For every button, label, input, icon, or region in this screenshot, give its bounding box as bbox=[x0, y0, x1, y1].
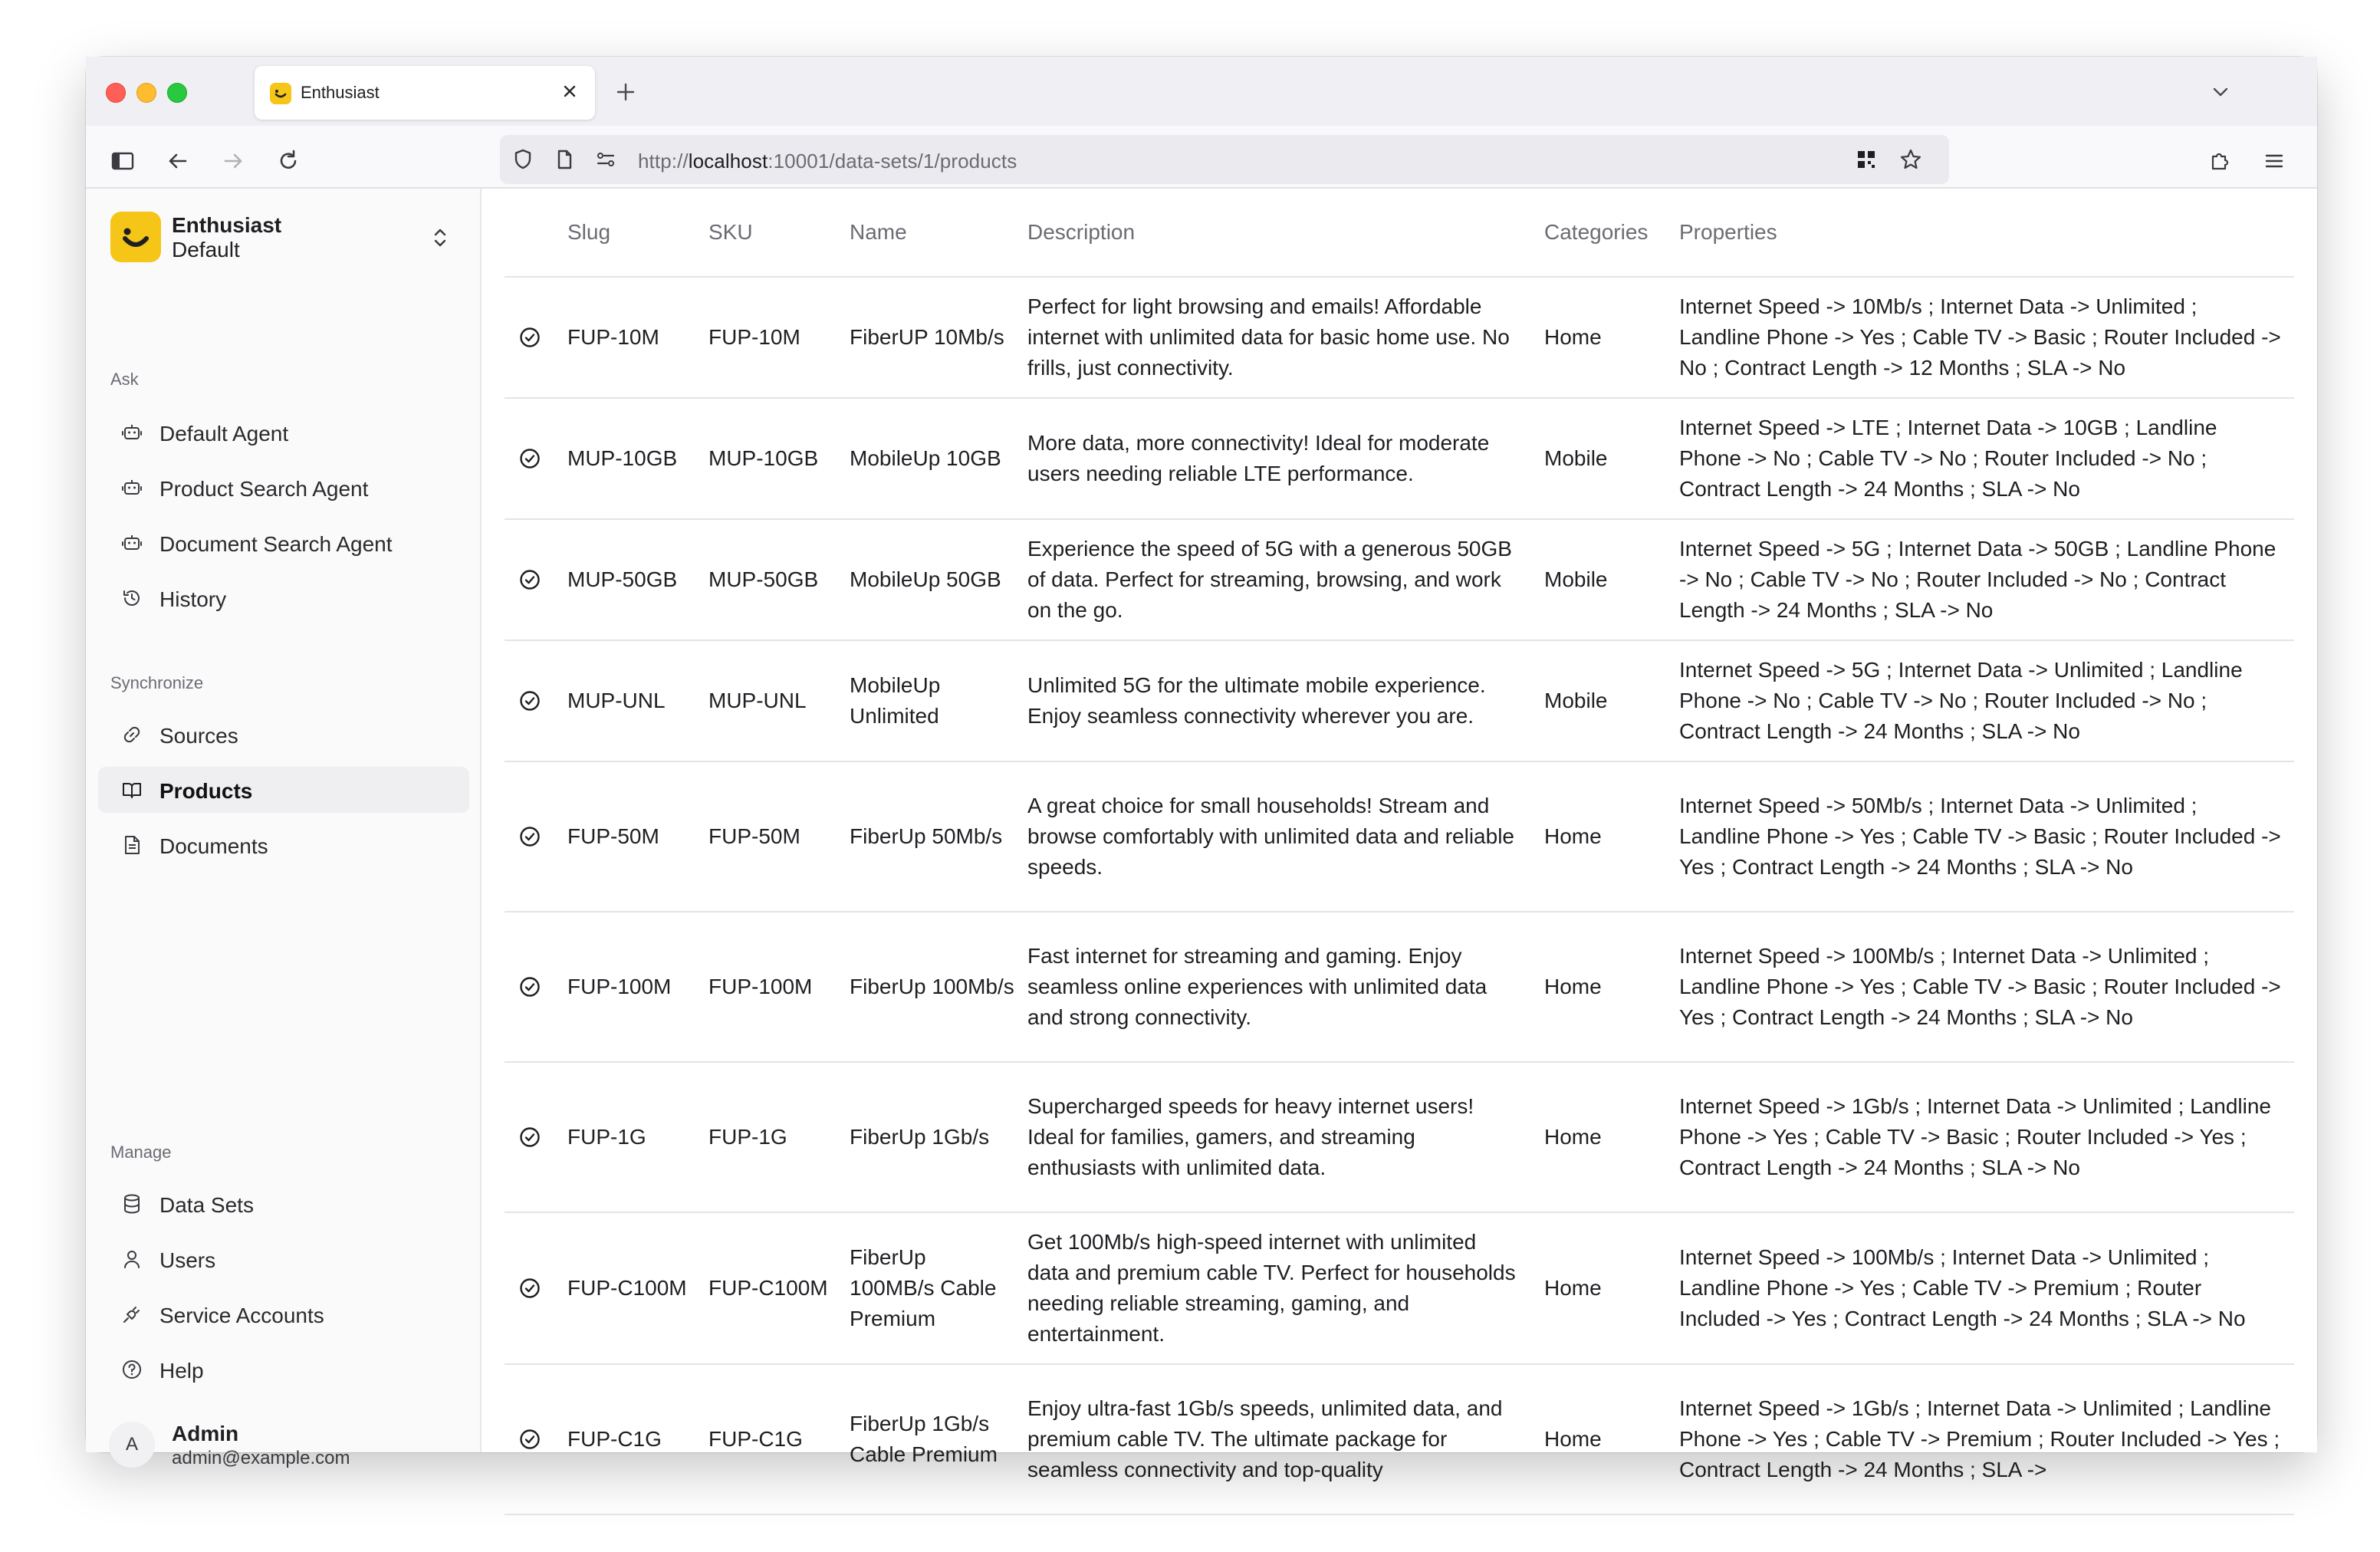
table-header-row bbox=[505, 189, 2294, 277]
sidebar-item-label: Sources bbox=[159, 724, 238, 748]
section-label-ask: Ask bbox=[110, 370, 139, 389]
cell-description: A great choice for small households! Stream and browse comfortably with unlimited data and reliable speeds. bbox=[1015, 761, 1532, 912]
cell-sku: MUP-10GB bbox=[696, 398, 837, 519]
column-header-select bbox=[505, 189, 555, 277]
cell-slug: FUP-C100M bbox=[555, 1212, 696, 1364]
cell-slug: FUP-50M bbox=[555, 761, 696, 912]
column-header-name[interactable]: Name bbox=[837, 189, 1015, 277]
avatar[interactable]: A bbox=[109, 1422, 155, 1468]
column-header-slug[interactable]: Slug bbox=[555, 189, 696, 277]
sidebar-item-label: Documents bbox=[159, 834, 268, 858]
cell-description: Supercharged speeds for heavy internet users! Ideal for families, gamers, and streaming enthusiasts with unlimited data. bbox=[1015, 1062, 1532, 1212]
sidebar-item-label: Data Sets bbox=[159, 1193, 254, 1217]
address-bar[interactable] bbox=[500, 135, 1949, 184]
help-icon bbox=[121, 1359, 143, 1380]
sidebar-item-sources[interactable] bbox=[98, 712, 469, 758]
new-tab-icon[interactable] bbox=[610, 77, 641, 107]
cell-slug: MUP-50GB bbox=[555, 519, 696, 640]
cell-name: FiberUp 50Mb/s bbox=[837, 761, 1015, 912]
org-name: Enthusiast bbox=[172, 213, 282, 237]
cell-sku: FUP-100M bbox=[696, 912, 837, 1062]
cell-properties: Internet Speed -> LTE ; Internet Data -> 10GB ; Landline Phone -> No ; Cable TV -> No ; Router Included -> No ; Contract Length -> 24 Months ; SLA -> No bbox=[1667, 398, 2294, 519]
sidebar-item-document-search-agent[interactable] bbox=[98, 520, 469, 566]
cell-category: Mobile bbox=[1532, 398, 1667, 519]
cell-description: Enjoy ultra-fast 1Gb/s speeds, unlimited data, and premium cable TV. The ultimate package for seamless connectivity and top-quality bbox=[1015, 1364, 1532, 1514]
extensions-icon[interactable] bbox=[2202, 144, 2236, 178]
bot-icon bbox=[121, 477, 143, 498]
products-panel bbox=[482, 189, 2317, 1481]
table-row[interactable] bbox=[505, 1212, 2294, 1364]
sidebar-item-label: Users bbox=[159, 1248, 216, 1272]
column-header-sku[interactable]: SKU bbox=[696, 189, 837, 277]
sidebar-item-service-accounts[interactable] bbox=[98, 1291, 469, 1337]
qr-code-icon[interactable] bbox=[1849, 143, 1883, 176]
close-window-button[interactable] bbox=[106, 83, 126, 103]
checked-icon[interactable] bbox=[505, 277, 555, 398]
cell-category: Home bbox=[1532, 1212, 1667, 1364]
chevron-down-icon[interactable] bbox=[2205, 77, 2236, 107]
checked-icon[interactable] bbox=[505, 1212, 555, 1364]
bot-icon bbox=[121, 422, 143, 443]
sidebar-item-data-sets[interactable] bbox=[98, 1181, 469, 1227]
user-icon bbox=[121, 1248, 143, 1270]
cell-name: FiberUp 1Gb/s bbox=[837, 1062, 1015, 1212]
cell-category: Home bbox=[1532, 1062, 1667, 1212]
forward-arrow-icon[interactable] bbox=[216, 144, 250, 178]
browser-tab[interactable] bbox=[255, 66, 595, 120]
section-label-manage: Manage bbox=[110, 1143, 172, 1162]
cell-category: Home bbox=[1532, 277, 1667, 398]
menu-icon[interactable] bbox=[2257, 144, 2291, 178]
cell-category: Home bbox=[1532, 1364, 1667, 1514]
cell-sku: MUP-UNL bbox=[696, 640, 837, 761]
cell-description: Get 100Mb/s high-speed internet with unlimited data and premium cable TV. Perfect for households needing reliable streaming, gaming, and entertainment. bbox=[1015, 1212, 1532, 1364]
sidebar-item-label: Service Accounts bbox=[159, 1304, 324, 1327]
products-table bbox=[505, 189, 2294, 1515]
table-row[interactable] bbox=[505, 640, 2294, 761]
sidebar-item-default-agent[interactable] bbox=[98, 409, 469, 455]
sidebar-item-label: Help bbox=[159, 1359, 204, 1383]
cell-description: Experience the speed of 5G with a generous 50GB of data. Perfect for streaming, browsing, and work on the go. bbox=[1015, 519, 1532, 640]
database-icon bbox=[121, 1193, 143, 1215]
checked-icon[interactable] bbox=[505, 761, 555, 912]
cell-properties: Internet Speed -> 100Mb/s ; Internet Data -> Unlimited ; Landline Phone -> Yes ; Cable TV -> Premium ; Router Included -> Yes ; Contract Length -> 24 Months ; SLA -> No bbox=[1667, 1212, 2294, 1364]
table-row[interactable] bbox=[505, 398, 2294, 519]
close-tab-icon[interactable] bbox=[557, 78, 583, 104]
permissions-icon[interactable] bbox=[589, 143, 623, 176]
table-body bbox=[505, 277, 2294, 1514]
checked-icon[interactable] bbox=[505, 640, 555, 761]
minimize-window-button[interactable] bbox=[136, 83, 156, 103]
cell-slug: FUP-100M bbox=[555, 912, 696, 1062]
cell-slug: MUP-UNL bbox=[555, 640, 696, 761]
url-text[interactable]: http://localhost:10001/data-sets/1/products bbox=[638, 150, 1017, 173]
sidebar-toggle-icon[interactable] bbox=[106, 144, 140, 178]
checked-icon[interactable] bbox=[505, 912, 555, 1062]
chevron-up-down-icon[interactable] bbox=[425, 222, 455, 253]
cell-category: Mobile bbox=[1532, 640, 1667, 761]
checked-icon[interactable] bbox=[505, 519, 555, 640]
app-sidebar bbox=[86, 189, 482, 1468]
cell-name: FiberUp 1Gb/s Cable Premium bbox=[837, 1364, 1015, 1514]
cell-properties: Internet Speed -> 1Gb/s ; Internet Data -> Unlimited ; Landline Phone -> Yes ; Cable TV -> Premium ; Router Included -> Yes ; Contract Length -> 24 Months ; SLA -> bbox=[1667, 1364, 2294, 1514]
page-info-icon[interactable] bbox=[547, 143, 581, 176]
table-row[interactable] bbox=[505, 761, 2294, 912]
cell-sku: FUP-1G bbox=[696, 1062, 837, 1212]
sidebar-item-product-search-agent[interactable] bbox=[98, 465, 469, 511]
sidebar-item-products[interactable] bbox=[98, 767, 469, 813]
app-favicon-icon bbox=[270, 83, 291, 104]
cell-sku: FUP-10M bbox=[696, 277, 837, 398]
cell-name: FiberUp 100MB/s Cable Premium bbox=[837, 1212, 1015, 1364]
book-icon bbox=[121, 779, 143, 801]
cell-sku: FUP-50M bbox=[696, 761, 837, 912]
cell-category: Mobile bbox=[1532, 519, 1667, 640]
table-row[interactable] bbox=[505, 519, 2294, 640]
tab-strip bbox=[86, 57, 2317, 126]
cell-slug: MUP-10GB bbox=[555, 398, 696, 519]
cell-name: FiberUp 100Mb/s bbox=[837, 912, 1015, 1062]
sidebar-item-label: Document Search Agent bbox=[159, 532, 393, 556]
cell-category: Home bbox=[1532, 761, 1667, 912]
bookmark-star-icon[interactable] bbox=[1894, 143, 1928, 176]
back-arrow-icon[interactable] bbox=[161, 144, 195, 178]
cell-name: MobileUp 50GB bbox=[837, 519, 1015, 640]
user-email: admin@example.com bbox=[172, 1448, 350, 1468]
cell-sku: MUP-50GB bbox=[696, 519, 837, 640]
cell-category: Home bbox=[1532, 912, 1667, 1062]
table-row[interactable] bbox=[505, 1364, 2294, 1514]
zoom-window-button[interactable] bbox=[167, 83, 187, 103]
cell-name: MobileUp 10GB bbox=[837, 398, 1015, 519]
checked-icon[interactable] bbox=[505, 398, 555, 519]
cell-slug: FUP-1G bbox=[555, 1062, 696, 1212]
column-header-categories[interactable]: Categories bbox=[1532, 189, 1667, 277]
plug-icon bbox=[121, 1304, 143, 1325]
bot-icon bbox=[121, 532, 143, 554]
sidebar-item-history[interactable] bbox=[98, 575, 469, 621]
table-row[interactable] bbox=[505, 912, 2294, 1062]
cell-properties: Internet Speed -> 1Gb/s ; Internet Data -> Unlimited ; Landline Phone -> Yes ; Cable TV -> Basic ; Router Included -> Yes ; Contract Length -> 24 Months ; SLA -> No bbox=[1667, 1062, 2294, 1212]
checked-icon[interactable] bbox=[505, 1062, 555, 1212]
column-header-description[interactable]: Description bbox=[1015, 189, 1532, 277]
sidebar-item-label: Product Search Agent bbox=[159, 477, 369, 501]
cell-properties: Internet Speed -> 5G ; Internet Data -> 50GB ; Landline Phone -> No ; Cable TV -> No ; Router Included -> No ; Contract Length -> 24 Months ; SLA -> No bbox=[1667, 519, 2294, 640]
history-icon bbox=[121, 587, 143, 609]
cell-properties: Internet Speed -> 100Mb/s ; Internet Data -> Unlimited ; Landline Phone -> Yes ; Cable TV -> Basic ; Router Included -> Yes ; Contract Length -> 24 Months ; SLA -> No bbox=[1667, 912, 2294, 1062]
cell-description: Fast internet for streaming and gaming. Enjoy seamless online experiences with unlimited data and strong connectivity. bbox=[1015, 912, 1532, 1062]
org-dataset: Default bbox=[172, 238, 240, 261]
cell-properties: Internet Speed -> 10Mb/s ; Internet Data -> Unlimited ; Landline Phone -> Yes ; Cable TV -> Basic ; Router Included -> No ; Contract Length -> 12 Months ; SLA -> No bbox=[1667, 277, 2294, 398]
sidebar-item-documents[interactable] bbox=[98, 822, 469, 868]
document-icon bbox=[121, 834, 143, 856]
shield-icon[interactable] bbox=[506, 143, 540, 176]
cell-sku: FUP-C100M bbox=[696, 1212, 837, 1364]
section-label-synchronize: Synchronize bbox=[110, 673, 204, 692]
cell-description: Perfect for light browsing and emails! Affordable internet with unlimited data for basic home use. No frills, just connectivity. bbox=[1015, 277, 1532, 398]
table-row[interactable] bbox=[505, 277, 2294, 398]
checked-icon[interactable] bbox=[505, 1364, 555, 1514]
cell-slug: FUP-10M bbox=[555, 277, 696, 398]
sidebar-item-help[interactable] bbox=[98, 1346, 469, 1393]
cell-sku: FUP-C1G bbox=[696, 1364, 837, 1514]
cell-name: MobileUp Unlimited bbox=[837, 640, 1015, 761]
navigation-bar bbox=[86, 126, 2317, 189]
reload-icon[interactable] bbox=[271, 144, 305, 178]
cell-properties: Internet Speed -> 50Mb/s ; Internet Data -> Unlimited ; Landline Phone -> Yes ; Cable TV -> Basic ; Router Included -> Yes ; Contract Length -> 24 Months ; SLA -> No bbox=[1667, 761, 2294, 912]
sidebar-item-users[interactable] bbox=[98, 1236, 469, 1282]
column-header-properties[interactable]: Properties bbox=[1667, 189, 2294, 277]
app-logo-icon bbox=[110, 212, 161, 262]
cell-description: Unlimited 5G for the ultimate mobile experience. Enjoy seamless connectivity wherever you are. bbox=[1015, 640, 1532, 761]
user-name[interactable]: Admin bbox=[172, 1422, 239, 1445]
cell-description: More data, more connectivity! Ideal for moderate users needing reliable LTE performance. bbox=[1015, 398, 1532, 519]
cell-properties: Internet Speed -> 5G ; Internet Data -> Unlimited ; Landline Phone -> No ; Cable TV -> No ; Router Included -> No ; Contract Length -> 24 Months ; SLA -> No bbox=[1667, 640, 2294, 761]
cell-name: FiberUP 10Mb/s bbox=[837, 277, 1015, 398]
browser-window bbox=[86, 57, 2317, 1481]
table-row[interactable] bbox=[505, 1062, 2294, 1212]
link-icon bbox=[121, 724, 143, 745]
tab-title: Enthusiast bbox=[301, 83, 380, 102]
sidebar-item-label: Default Agent bbox=[159, 422, 289, 446]
sidebar-item-label: History bbox=[159, 587, 227, 611]
sidebar-item-label: Products bbox=[159, 779, 253, 803]
cell-slug: FUP-C1G bbox=[555, 1364, 696, 1514]
